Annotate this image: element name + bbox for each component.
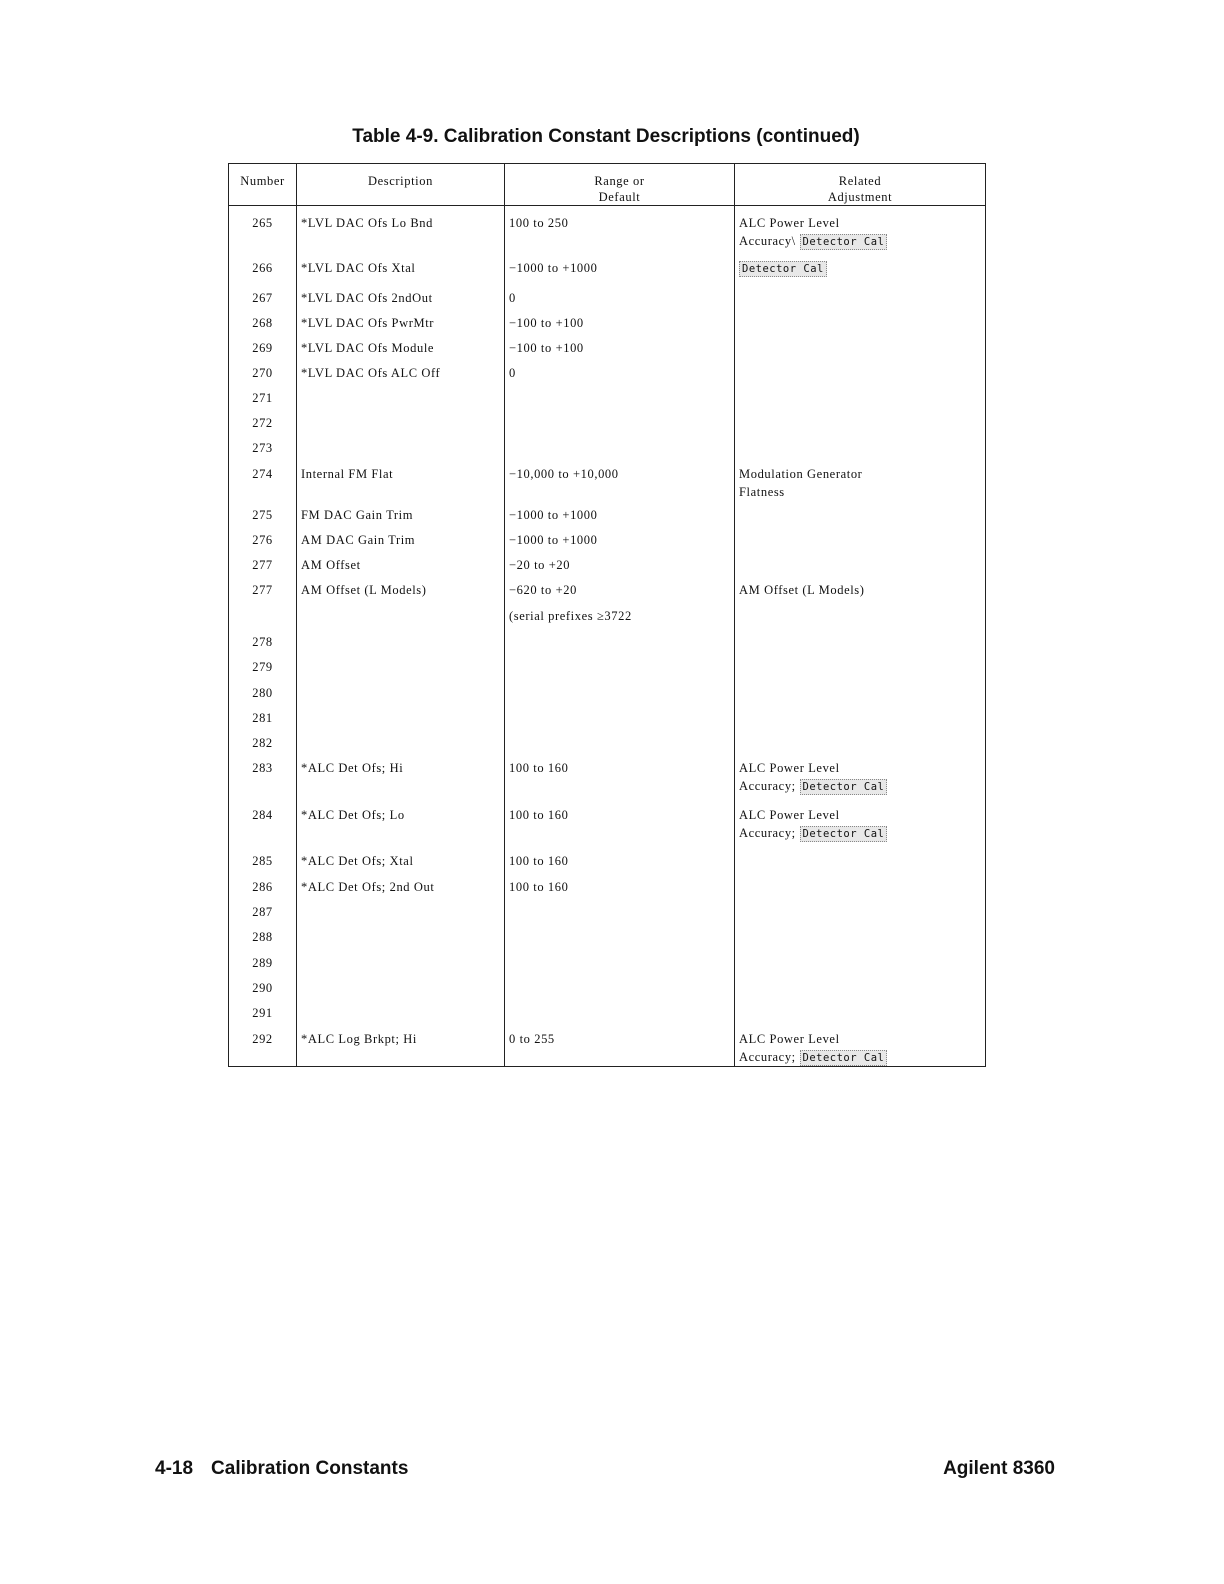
cell-related-adjustment bbox=[735, 206, 986, 254]
cell-related-adjustment bbox=[735, 551, 986, 576]
adjustment-text: AM Offset (L Models) bbox=[739, 582, 865, 597]
table-row bbox=[229, 754, 986, 801]
cell-description bbox=[297, 974, 505, 999]
section-name: Calibration Constants bbox=[211, 1458, 409, 1479]
cell-number: 290 bbox=[229, 974, 297, 999]
table-row bbox=[229, 551, 986, 576]
cell-number: 280 bbox=[229, 679, 297, 704]
cell-number: 272 bbox=[229, 409, 297, 434]
table-row bbox=[229, 1025, 986, 1067]
cell-description: *LVL DAC Ofs Module bbox=[297, 334, 505, 359]
table-row bbox=[229, 949, 986, 974]
cell-description bbox=[297, 949, 505, 974]
softkey-detector-cal: Detector Cal bbox=[800, 779, 888, 795]
cell-range: 100 to 160 bbox=[505, 754, 735, 801]
table-row bbox=[229, 460, 986, 501]
cell-number: 288 bbox=[229, 923, 297, 949]
adjustment-text: Accuracy; bbox=[739, 778, 796, 793]
cell-range: −100 to +100 bbox=[505, 309, 735, 334]
product-name: Agilent 8360 bbox=[943, 1458, 1055, 1479]
cell-related-adjustment bbox=[735, 999, 986, 1025]
cell-range: 0 bbox=[505, 284, 735, 309]
cell-range: −1000 to +1000 bbox=[505, 254, 735, 284]
table-row bbox=[229, 729, 986, 754]
adjustment-text: Flatness bbox=[739, 484, 785, 499]
cell-related-adjustment bbox=[735, 284, 986, 309]
cell-range bbox=[505, 949, 735, 974]
cell-range bbox=[505, 434, 735, 460]
table-title: Table 4-9. Calibration Constant Descriptions (continued) bbox=[352, 126, 860, 147]
cell-description: *ALC Det Ofs; Lo bbox=[297, 801, 505, 847]
cell-range bbox=[505, 898, 735, 923]
cell-description: *LVL DAC Ofs PwrMtr bbox=[297, 309, 505, 334]
cell-range: 0 to 255 bbox=[505, 1025, 735, 1067]
cell-related-adjustment bbox=[735, 653, 986, 679]
cell-description bbox=[297, 653, 505, 679]
cell-description: Internal FM Flat bbox=[297, 460, 505, 501]
cell-range: −10,000 to +10,000 bbox=[505, 460, 735, 501]
cell-range: (serial prefixes ≥3722 bbox=[505, 602, 735, 628]
cell-related-adjustment bbox=[735, 729, 986, 754]
cell-description bbox=[297, 628, 505, 653]
table-row bbox=[229, 704, 986, 729]
cell-range bbox=[505, 628, 735, 653]
cell-range bbox=[505, 384, 735, 409]
cell-description bbox=[297, 409, 505, 434]
cell-range bbox=[505, 704, 735, 729]
table-row bbox=[229, 334, 986, 359]
table-row bbox=[229, 359, 986, 384]
cell-number: 266 bbox=[229, 254, 297, 284]
cell-number: 278 bbox=[229, 628, 297, 653]
cell-description: AM Offset (L Models) bbox=[297, 576, 505, 602]
cell-range: 100 to 160 bbox=[505, 801, 735, 847]
table-row bbox=[229, 847, 986, 873]
cell-number: 274 bbox=[229, 460, 297, 501]
cell-related-adjustment bbox=[735, 898, 986, 923]
cell-range bbox=[505, 923, 735, 949]
cell-range bbox=[505, 974, 735, 999]
table-row bbox=[229, 628, 986, 653]
cell-range: 100 to 160 bbox=[505, 847, 735, 873]
cell-number: 269 bbox=[229, 334, 297, 359]
table-row bbox=[229, 974, 986, 999]
cell-range: 0 bbox=[505, 359, 735, 384]
cell-range: 100 to 160 bbox=[505, 873, 735, 898]
table-row bbox=[229, 679, 986, 704]
cell-description: FM DAC Gain Trim bbox=[297, 501, 505, 526]
cell-related-adjustment bbox=[735, 949, 986, 974]
cell-number: 285 bbox=[229, 847, 297, 873]
cell-description bbox=[297, 999, 505, 1025]
cell-range: −1000 to +1000 bbox=[505, 526, 735, 551]
table-row bbox=[229, 898, 986, 923]
table-row bbox=[229, 206, 986, 254]
cell-number: 277 bbox=[229, 551, 297, 576]
cell-number: 284 bbox=[229, 801, 297, 847]
adjustment-text: ALC Power Level bbox=[739, 216, 840, 230]
cell-related-adjustment bbox=[735, 801, 986, 847]
table-row bbox=[229, 501, 986, 526]
table-row bbox=[229, 526, 986, 551]
cell-number: 271 bbox=[229, 384, 297, 409]
softkey-detector-cal: Detector Cal bbox=[739, 261, 827, 277]
table-row bbox=[229, 576, 986, 602]
cell-range bbox=[505, 653, 735, 679]
cell-description: *ALC Det Ofs; Hi bbox=[297, 754, 505, 801]
cell-number: 273 bbox=[229, 434, 297, 460]
cell-range bbox=[505, 999, 735, 1025]
cell-related-adjustment bbox=[735, 501, 986, 526]
adjustment-text: Modulation Generator bbox=[739, 466, 863, 481]
table-body bbox=[229, 206, 986, 1067]
header-description: Description bbox=[297, 164, 505, 206]
cell-number: 291 bbox=[229, 999, 297, 1025]
cell-related-adjustment bbox=[735, 923, 986, 949]
table-row bbox=[229, 801, 986, 847]
cell-range bbox=[505, 679, 735, 704]
cell-description bbox=[297, 679, 505, 704]
cell-description bbox=[297, 923, 505, 949]
table-row bbox=[229, 999, 986, 1025]
cell-description: *ALC Det Ofs; 2nd Out bbox=[297, 873, 505, 898]
cell-description: *LVL DAC Ofs Xtal bbox=[297, 254, 505, 284]
header-related-adjustment: Related Adjustment bbox=[735, 164, 986, 206]
cell-number: 268 bbox=[229, 309, 297, 334]
cell-description: AM DAC Gain Trim bbox=[297, 526, 505, 551]
cell-related-adjustment bbox=[735, 526, 986, 551]
adjustment-text: Accuracy\ bbox=[739, 234, 796, 248]
cell-description: *ALC Det Ofs; Xtal bbox=[297, 847, 505, 873]
cell-number: 279 bbox=[229, 653, 297, 679]
cell-related-adjustment bbox=[735, 754, 986, 801]
table-row bbox=[229, 284, 986, 309]
cell-related-adjustment bbox=[735, 679, 986, 704]
cell-description: *LVL DAC Ofs Lo Bnd bbox=[297, 206, 505, 254]
cell-related-adjustment bbox=[735, 434, 986, 460]
adjustment-text: ALC Power Level bbox=[739, 1031, 840, 1046]
cell-related-adjustment bbox=[735, 974, 986, 999]
table-row bbox=[229, 254, 986, 284]
cell-description: *LVL DAC Ofs ALC Off bbox=[297, 359, 505, 384]
cell-description bbox=[297, 434, 505, 460]
cell-related-adjustment bbox=[735, 254, 986, 284]
cell-range: −620 to +20 bbox=[505, 576, 735, 602]
cell-related-adjustment bbox=[735, 873, 986, 898]
cell-related-adjustment bbox=[735, 359, 986, 384]
cell-number: 283 bbox=[229, 754, 297, 801]
cell-description: AM Offset bbox=[297, 551, 505, 576]
cell-description bbox=[297, 384, 505, 409]
page-number: 4-18 bbox=[155, 1458, 194, 1479]
cell-number: 275 bbox=[229, 501, 297, 526]
cell-number: 276 bbox=[229, 526, 297, 551]
cell-number: 292 bbox=[229, 1025, 297, 1067]
cell-number: 267 bbox=[229, 284, 297, 309]
header-number: Number bbox=[229, 164, 297, 206]
cell-related-adjustment bbox=[735, 602, 986, 628]
cell-number: 277 bbox=[229, 576, 297, 602]
cell-description: *ALC Log Brkpt; Hi bbox=[297, 1025, 505, 1067]
cell-description: *LVL DAC Ofs 2ndOut bbox=[297, 284, 505, 309]
cell-range: −100 to +100 bbox=[505, 334, 735, 359]
cell-related-adjustment bbox=[735, 704, 986, 729]
cell-number: 289 bbox=[229, 949, 297, 974]
cell-related-adjustment bbox=[735, 334, 986, 359]
adjustment-text: Accuracy; bbox=[739, 1049, 796, 1064]
cell-description bbox=[297, 704, 505, 729]
cell-range bbox=[505, 729, 735, 754]
cell-description bbox=[297, 898, 505, 923]
cell-number: 287 bbox=[229, 898, 297, 923]
cell-description bbox=[297, 602, 505, 628]
cell-number: 270 bbox=[229, 359, 297, 384]
cell-related-adjustment bbox=[735, 1025, 986, 1067]
cell-range: −20 to +20 bbox=[505, 551, 735, 576]
cell-range bbox=[505, 409, 735, 434]
cell-related-adjustment bbox=[735, 409, 986, 434]
table-row bbox=[229, 873, 986, 898]
table-row bbox=[229, 653, 986, 679]
cell-related-adjustment bbox=[735, 384, 986, 409]
table-row bbox=[229, 434, 986, 460]
softkey-detector-cal: Detector Cal bbox=[800, 1050, 888, 1066]
adjustment-text: ALC Power Level bbox=[739, 760, 840, 775]
footer-left bbox=[155, 1458, 408, 1480]
cell-related-adjustment bbox=[735, 460, 986, 501]
cell-description bbox=[297, 729, 505, 754]
cell-related-adjustment bbox=[735, 847, 986, 873]
cell-number: 265 bbox=[229, 206, 297, 254]
cell-number bbox=[229, 602, 297, 628]
softkey-detector-cal: Detector Cal bbox=[800, 826, 888, 842]
cell-range: −1000 to +1000 bbox=[505, 501, 735, 526]
table-header-row bbox=[229, 164, 986, 206]
cell-number: 282 bbox=[229, 729, 297, 754]
cell-number: 281 bbox=[229, 704, 297, 729]
table-row bbox=[229, 309, 986, 334]
cell-related-adjustment bbox=[735, 309, 986, 334]
table-row bbox=[229, 409, 986, 434]
header-range: Range or Default bbox=[505, 164, 735, 206]
table-row bbox=[229, 384, 986, 409]
table-row bbox=[229, 923, 986, 949]
cell-related-adjustment bbox=[735, 628, 986, 653]
adjustment-text: Accuracy; bbox=[739, 825, 796, 840]
adjustment-text: ALC Power Level bbox=[739, 807, 840, 822]
calibration-constants-table bbox=[228, 163, 986, 1067]
cell-related-adjustment bbox=[735, 576, 986, 602]
cell-number: 286 bbox=[229, 873, 297, 898]
softkey-detector-cal: Detector Cal bbox=[800, 234, 888, 250]
table-row bbox=[229, 602, 986, 628]
cell-range: 100 to 250 bbox=[505, 206, 735, 254]
